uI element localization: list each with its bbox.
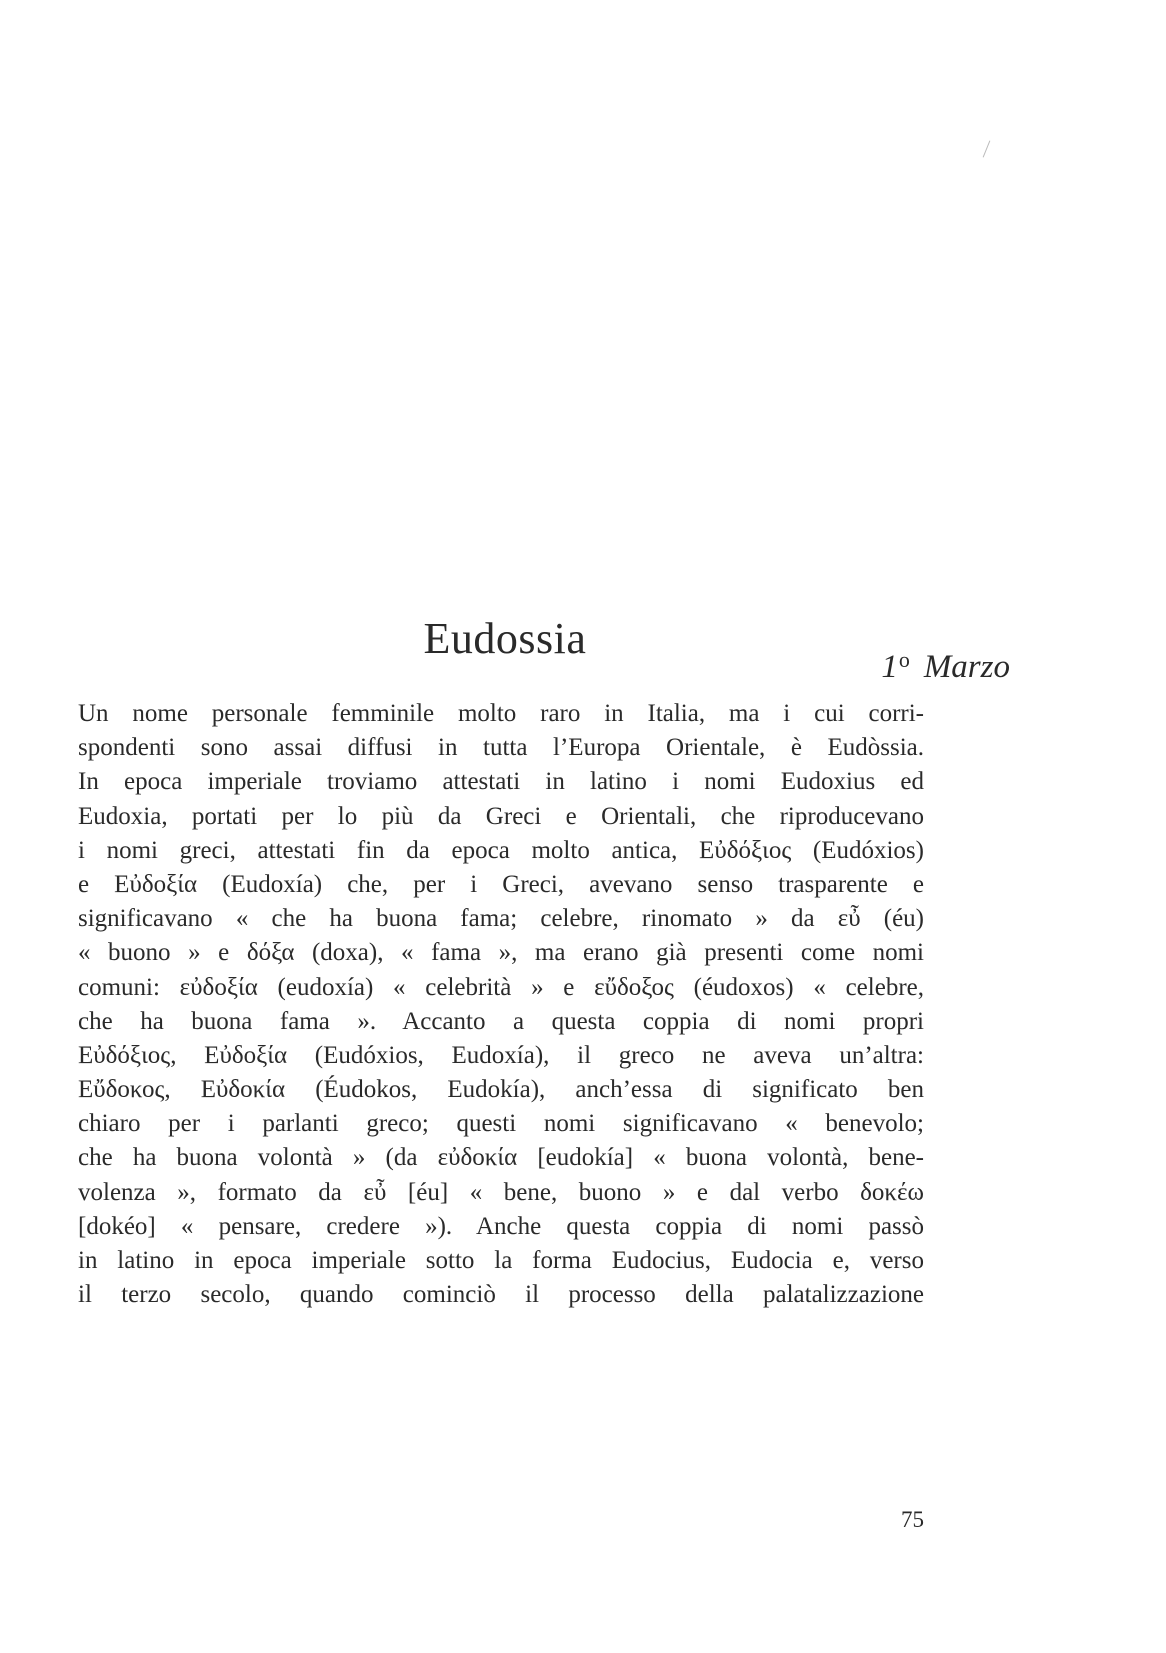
text-line: i nomi greci, attestati fin da epoca molto antica, Εὐδόξιος (Eudóxios) bbox=[78, 836, 924, 864]
stray-pencil-mark bbox=[983, 140, 991, 157]
text-line: spondenti sono assai diffusi in tutta l’Europa Orientale, è Eudòssia. bbox=[78, 734, 924, 762]
text-line: che ha buona fama ». Accanto a questa coppia di nomi propri bbox=[78, 1007, 924, 1035]
text-line: « buono » e δόξα (doxa), « fama », ma erano già presenti come nomi bbox=[78, 939, 924, 967]
page-number: 75 bbox=[901, 1507, 924, 1532]
text-line: comuni: εὐδοξία (eudoxía) « celebrità » e εὔδοξος (éudoxos) « celebre, bbox=[78, 973, 924, 1001]
text-line: in latino in epoca imperiale sotto la forma Eudocius, Eudocia e, verso bbox=[78, 1247, 924, 1274]
text-line: Eudoxia, portati per lo più da Greci e Orientali, che riproducevano bbox=[78, 802, 924, 830]
text-line: Un nome personale femminile molto raro in Italia, ma i cui corri- bbox=[78, 700, 924, 727]
text-line: [dokéo] « pensare, credere »). Anche questa coppia di nomi passò bbox=[78, 1212, 924, 1240]
text-line: il terzo secolo, quando cominciò il processo della palatalizzazione bbox=[78, 1281, 924, 1309]
text-line: Εὐδόξιος, Εὐδοξία (Eudóxios, Eudoxía), il greco ne aveva un’altra: bbox=[78, 1041, 924, 1069]
text-line: significavano « che ha buona fama; celebre, rinomato » da εὖ (éu) bbox=[78, 905, 924, 933]
text-line: e Εὐδοξία (Eudoxía) che, per i Greci, avevano senso trasparente e bbox=[78, 870, 924, 898]
ordinal-suffix: o bbox=[898, 647, 910, 672]
text-line: che ha buona volontà » (da εὐδοκία [eudokía] « buona volontà, bene- bbox=[78, 1144, 924, 1172]
text-line: volenza », formato da εὖ [éu] « bene, buono » e dal verbo δοκέω bbox=[78, 1178, 924, 1206]
feast-month: Marzo bbox=[923, 649, 1010, 685]
feast-date bbox=[870, 647, 1010, 685]
text-line: Εὔδοκος, Εὐδοκία (Éudokos, Eudokía), anch’essa di significato ben bbox=[78, 1076, 924, 1104]
text-line: chiaro per i parlanti greco; questi nomi significavano « benevolo; bbox=[78, 1110, 924, 1138]
text-line: In epoca imperiale troviamo attestati in latino i nomi Eudoxius ed bbox=[78, 768, 924, 796]
entry-title: Eudossia bbox=[423, 614, 587, 664]
entry-body bbox=[78, 697, 924, 1312]
feast-day: 1 bbox=[881, 649, 898, 685]
